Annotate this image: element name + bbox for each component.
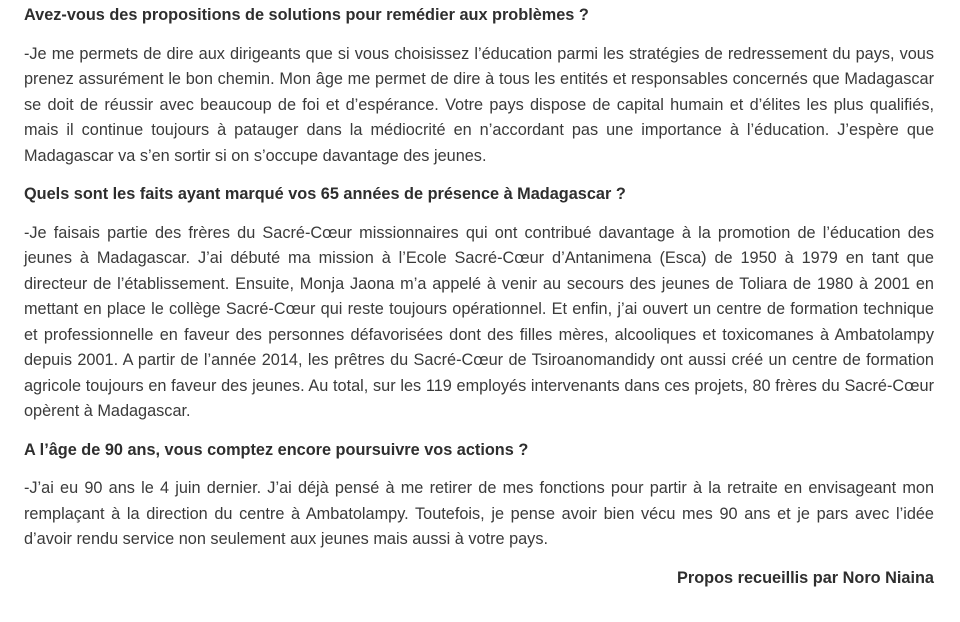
interview-question-1: Avez-vous des propositions de solutions pour remédier aux problèmes ? (24, 6, 589, 24)
article-body (24, 0, 934, 591)
interview-question-2: Quels sont les faits ayant marqué vos 65 années de présence à Madagascar ? (24, 185, 626, 203)
interview-answer-1: -Je me permets de dire aux dirigeants que si vous choisissez l’éducation parmi les stratégies de redressement du pays, vous prenez assurément le bon chemin. Mon âge me permet de dire à tous les entités et responsables concernés que Madagascar se doit de réussir avec beaucoup de foi et d’espérance. Votre pays dispose de capital humain et d’élites les plus qualifiés, mais il continue toujours à patauger dans la médiocrité en n’accordant pas une importance à l’éducation. J’espère que Madagascar va s’en sortir si on s’occupe davantage des jeunes. (24, 44, 934, 165)
interview-answer-2: -Je faisais partie des frères du Sacré-Cœur missionnaires qui ont contribué davantage à la promotion de l’éducation des jeunes à Madagascar. J’ai débuté ma mission à l’Ecole Sacré-Cœur d’Antanimena (Esca) de 1950 à 1979 en tant que directeur de l’établissement. Ensuite, Monja Jaona m’a appelé à venir au secours des jeunes de Toliara de 1980 à 2001 en mettant en place le collège Sacré-Cœur qui reste toujours opérationnel. Et enfin, j’ai ouvert un centre de formation technique et professionnelle en faveur des personnes défavorisées dont des filles mères, alcooliques et toxicomanes à Ambatolampy depuis 2001. A partir de l’année 2014, les prêtres du Sacré-Cœur de Tsiroanomandidy ont aussi créé un centre de formation agricole toujours en faveur des jeunes. Au total, sur les 119 employés intervenants dans ces projets, 80 frères du Sacré-Cœur opèrent à Madagascar. (24, 223, 934, 420)
author-signature: Propos recueillis par Noro Niaina (677, 568, 934, 587)
interview-answer-3: -J’ai eu 90 ans le 4 juin dernier. J’ai déjà pensé à me retirer de mes fonctions pour partir à la retraite en envisageant mon remplaçant à la direction du centre à Ambatolampy. Toutefois, je pense avoir bien vécu mes 90 ans et je pars avec l’idée d’avoir rendu service non seulement aux jeunes mais aussi à votre pays. (24, 479, 934, 548)
interview-question-3: A l’âge de 90 ans, vous comptez encore poursuivre vos actions ? (24, 440, 529, 459)
